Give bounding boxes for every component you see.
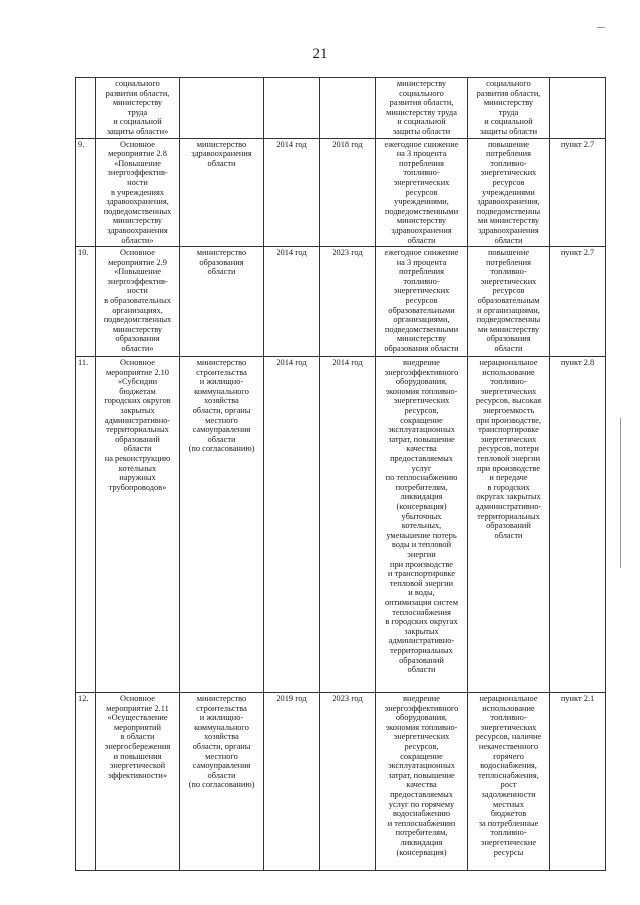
start-year-cell: 2014 год xyxy=(264,247,320,357)
expected-result-cell: внедрение энергоэффективного оборудования, экономия топливно- энергетических ресурсов, сокращение эксплуатационных затрат, повышение качества предоставляемых услуг по теплоснабжению потребителям, ликвидация (консервация) убыточных котельных, уменьшение потерь воды и тепловой энергии при производстве и транспортировке тепловой энергии и воды, оптимизация систем теплоснабжения в городских округах закрытых административно- территориальных образований области xyxy=(376,357,468,693)
measure-name-cell: Основное мероприятие 2.10 «Субсидии бюджетам городских округов закрытых административно- территориальных образований области на реконструкцию котельных наружных трубопроводов» xyxy=(96,357,180,693)
consequences-of-non-implementation-cell: нерациональное использование топливно- энергетических ресурсов, высокая энергоемкость при производстве, транспортировке энергетических ресурсов, потери тепловой энергии при производстве и передаче в городских округах закрытых административно- территориальных образований области xyxy=(468,357,550,693)
end-year-cell: 2023 год xyxy=(320,693,376,871)
responsible-executor-cell: министерство строительства и жилищно- коммунального хозяйства области, органы местного самоуправления области (по согласованию) xyxy=(180,693,264,871)
program-measures-table xyxy=(75,77,606,871)
row-number-cell: 9. xyxy=(76,138,96,247)
end-year-cell: 2014 год xyxy=(320,357,376,693)
consequences-of-non-implementation-cell: социального развития области, министерству труда и социальной защиты области xyxy=(468,78,550,139)
expected-result-cell: внедрение энергоэффективного оборудования, экономия топливно- энергетических ресурсов, сокращение эксплуатационных затрат, повышение качества предоставляемых услуг по горячему водоснабжению и теплоснабжению потребителям, ликвидация (консервация) xyxy=(376,693,468,871)
table-row xyxy=(76,693,606,871)
table-row xyxy=(76,138,606,247)
start-year-cell xyxy=(264,78,320,139)
start-year-cell: 2014 год xyxy=(264,138,320,247)
related-indicator-cell: пункт 2.1 xyxy=(550,693,606,871)
table-row xyxy=(76,357,606,693)
related-indicator-cell: пункт 2.7 xyxy=(550,138,606,247)
start-year-cell: 2014 год xyxy=(264,357,320,693)
responsible-executor-cell: министерство образования области xyxy=(180,247,264,357)
related-indicator-cell: пункт 2.7 xyxy=(550,247,606,357)
table-row xyxy=(76,78,606,139)
expected-result-cell: ежегодное снижение на 3 процента потребления топливно- энергетических ресурсов учреждениями, подведомственными министерству здравоохранения области xyxy=(376,138,468,247)
end-year-cell: 2023 год xyxy=(320,247,376,357)
end-year-cell xyxy=(320,78,376,139)
scan-margin-mark xyxy=(620,418,621,568)
page-number: 21 xyxy=(312,46,328,62)
row-number-cell xyxy=(76,78,96,139)
scan-corner-mark xyxy=(597,27,605,28)
measure-name-cell: Основное мероприятие 2.8 «Повышение энергоэффектив- ности в учреждениях здравоохранения, подведомственных министерству здравоохранения области» xyxy=(96,138,180,247)
end-year-cell: 2018 год xyxy=(320,138,376,247)
responsible-executor-cell xyxy=(180,78,264,139)
responsible-executor-cell: министерство строительства и жилищно- коммунального хозяйства области, органы местного самоуправления области (по согласованию) xyxy=(180,357,264,693)
measure-name-cell: Основное мероприятие 2.11 «Осуществление мероприятий в области энергосбережения и повышения энергетической эффективности» xyxy=(96,693,180,871)
consequences-of-non-implementation-cell: повышение потребления топливно- энергетических ресурсов учреждениями здравоохранения, подведомственны ми министерству здравоохранения области xyxy=(468,138,550,247)
row-number-cell: 11. xyxy=(76,357,96,693)
table-row xyxy=(76,247,606,357)
expected-result-cell: ежегодное снижение на 3 процента потребления топливно- энергетических ресурсов образовательными организациями, подведомственными министерству образования области xyxy=(376,247,468,357)
row-number-cell: 12. xyxy=(76,693,96,871)
measure-name-cell: Основное мероприятие 2.9 «Повышение энергоэффектив- ности в образовательных организациях, подведомственных министерству образования области» xyxy=(96,247,180,357)
expected-result-cell: министерству социального развития области, министерству труда и социальной защиты области xyxy=(376,78,468,139)
related-indicator-cell: пункт 2.8 xyxy=(550,357,606,693)
consequences-of-non-implementation-cell: нерациональное использование топливно- энергетических ресурсов, наличие некачественного горячего водоснабжения, теплоснабжения, рост задолженности местных бюджетов за потребленные топливно- энергетические ресурсы xyxy=(468,693,550,871)
responsible-executor-cell: министерство здравоохранения области xyxy=(180,138,264,247)
measure-name-cell: социального развития области, министерству труда и социальной защиты области» xyxy=(96,78,180,139)
consequences-of-non-implementation-cell: повышение потребления топливно- энергетических ресурсов образовательным и организациями, подведомственны ми министерству образования области xyxy=(468,247,550,357)
row-number-cell: 10. xyxy=(76,247,96,357)
related-indicator-cell xyxy=(550,78,606,139)
start-year-cell: 2019 год xyxy=(264,693,320,871)
